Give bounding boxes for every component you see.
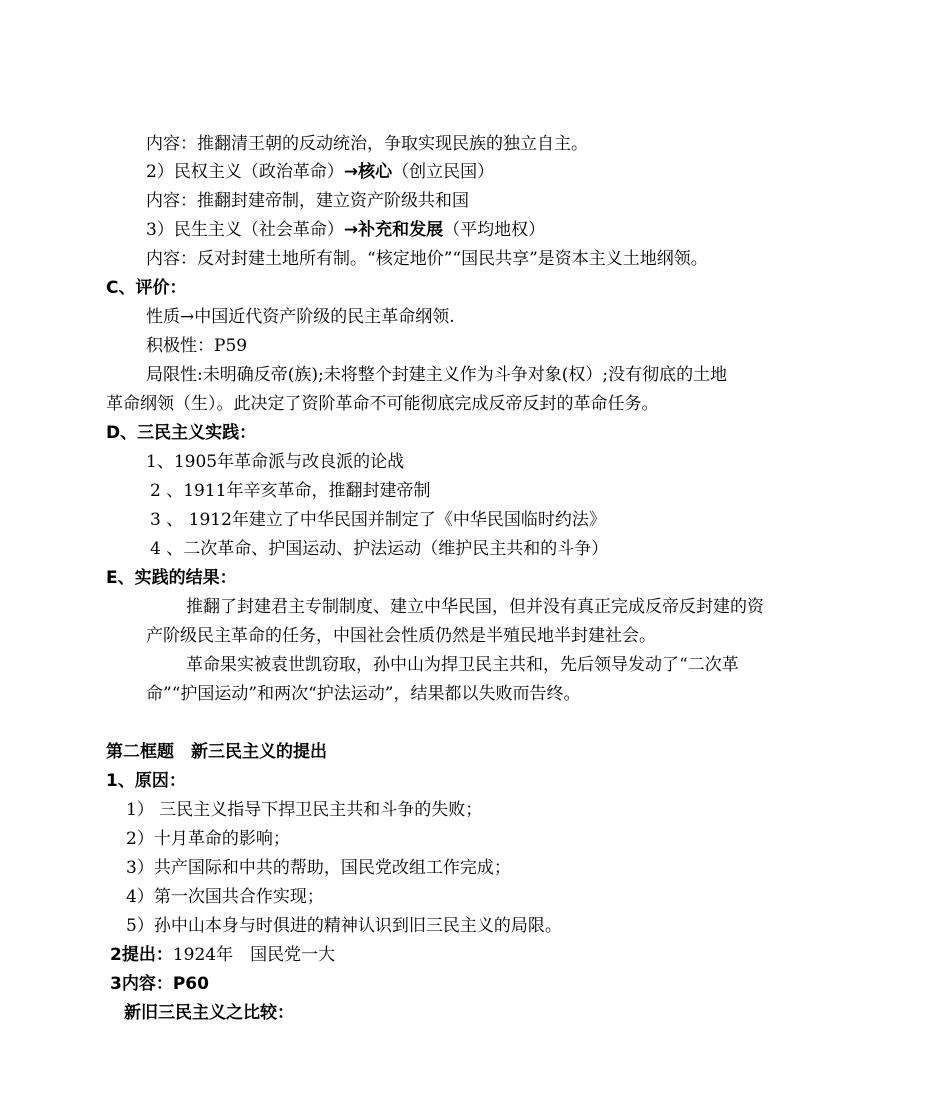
list-item: 4 、二次革命、护国运动、护法运动（维护民主共和的斗争） <box>150 539 609 559</box>
list-item: 2）十月革命的影响； <box>126 829 290 849</box>
democracy-label: 2）民权主义（政治革命） <box>146 162 344 182</box>
proposal-label: 2提出： <box>110 945 173 965</box>
content-label: 3内容： <box>110 974 173 994</box>
livelihood-principle <box>146 219 545 241</box>
democracy-principle <box>146 161 494 183</box>
evaluation-nature: 性质→中国近代资产阶级的民主革命纲领. <box>146 307 455 327</box>
evaluation-positive: 积极性：P59 <box>146 336 248 356</box>
livelihood-note: （平均地权） <box>443 220 546 240</box>
list-item: 1、1905年革命派与改良派的论战 <box>146 452 405 472</box>
democracy-note: （创立民国） <box>392 162 495 182</box>
result-paragraph-2: 革命果实被袁世凯窃取，孙中山为捍卫民主共和，先后领导发动了“二次革 <box>186 655 739 675</box>
list-item: 1） 三民主义指导下捍卫民主共和斗争的失败； <box>126 800 483 820</box>
result-heading: E、实践的结果： <box>106 568 237 588</box>
evaluation-limitation: 局限性:未明确反帝(族);未将整个封建主义作为斗争对象(权）;没有彻底的土地 <box>146 365 728 385</box>
comparison-heading: 新旧三民主义之比较： <box>124 1003 294 1023</box>
list-item: 3）共产国际和中共的帮助，国民党改组工作完成； <box>126 858 511 878</box>
livelihood-label: 3）民生主义（社会革命） <box>146 220 344 240</box>
list-item: 4）第一次国共合作实现； <box>126 887 324 907</box>
result-paragraph-1-cont: 产阶级民主革命的任务，中国社会性质仍然是半殖民地半封建社会。 <box>146 626 656 646</box>
livelihood-content: 内容：反对封建土地所有制。“核定地价”“国民共享”是资本主义土地纲领。 <box>146 249 708 269</box>
list-item: 2 、1911年辛亥革命，推翻封建帝制 <box>150 481 431 501</box>
evaluation-heading: C、评价： <box>106 278 187 298</box>
democracy-content: 内容：推翻封建帝制，建立资产阶级共和国 <box>146 191 469 211</box>
nationalism-content: 内容：推翻清王朝的反动统治，争取实现民族的独立自主。 <box>146 134 588 154</box>
evaluation-limitation-cont: 革命纲领（生）。此决定了资阶革命不可能彻底完成反帝反封的革命任务。 <box>106 394 659 414</box>
proposal-line <box>110 944 335 966</box>
list-item: 3 、 1912年建立了中华民国并制定了《中华民国临时约法》 <box>150 510 606 530</box>
practice-heading: D、三民主义实践： <box>106 423 257 443</box>
section-title: 第二框题 新三民主义的提出 <box>106 742 327 762</box>
result-paragraph-2-cont: 命”“护国运动”和两次“护法运动”，结果都以失败而告终。 <box>146 684 581 704</box>
content-text: P60 <box>172 974 209 994</box>
content-line <box>110 973 209 995</box>
livelihood-supplement: →补充和发展 <box>343 220 444 240</box>
list-item: 5）孙中山本身与时俱进的精神认识到旧三民主义的局限。 <box>126 916 562 936</box>
result-paragraph-1: 推翻了封建君主专制制度、建立中华民国，但并没有真正完成反帝反封建的资 <box>186 597 764 617</box>
proposal-text: 1924年 国民党一大 <box>172 945 336 965</box>
democracy-core: →核心 <box>343 162 393 182</box>
reason-heading: 1、原因： <box>106 771 186 791</box>
